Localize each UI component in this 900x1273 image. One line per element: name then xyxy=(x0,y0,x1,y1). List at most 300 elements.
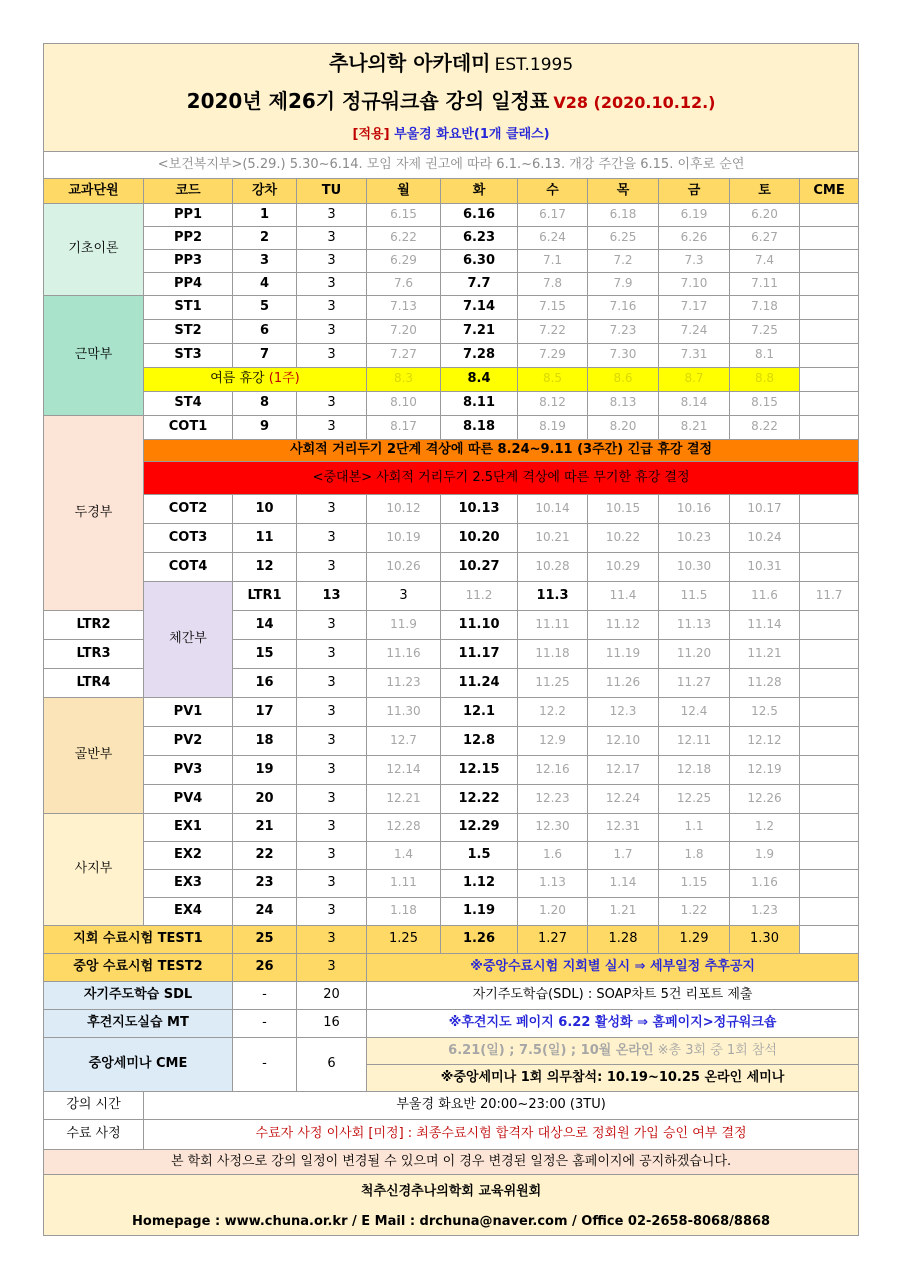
lecture-number: 16 xyxy=(233,669,297,698)
tu-value: 3 xyxy=(297,669,367,698)
date-cell-wed xyxy=(518,416,588,440)
date-cell-tue xyxy=(441,727,518,756)
date-cell-thu xyxy=(588,320,659,344)
date-value: 6.19 xyxy=(680,206,708,221)
date-cell-fri xyxy=(659,227,730,250)
date-cell-thu xyxy=(588,842,659,870)
course-code: EX4 xyxy=(144,898,233,926)
tu-value: 3 xyxy=(297,320,367,344)
summer-wed xyxy=(518,368,588,392)
date-cell-thu xyxy=(588,640,659,669)
cme-dates: 6.21(일) ; 7.5(일) ; 10월 온라인 xyxy=(448,1042,654,1058)
cme-cell xyxy=(800,870,859,898)
cme-cell xyxy=(800,250,859,273)
date-value: 12.18 xyxy=(676,761,712,776)
lecture-number: 18 xyxy=(233,727,297,756)
applied-tag: [적용] xyxy=(352,127,390,143)
mt-label: 후견지도실습 MT xyxy=(44,1010,233,1038)
date-value: 1.2 xyxy=(754,819,775,834)
date-cell-sat xyxy=(730,320,800,344)
date-cell-sat xyxy=(730,727,800,756)
date-value: 7.28 xyxy=(462,347,496,363)
summer-cme xyxy=(800,368,859,392)
tu-value: 3 xyxy=(297,250,367,273)
cert-value: 수료자 사정 이사회 [미정] : 최종수료시험 합격자 대상으로 정회원 가입 승인 여부 결정 xyxy=(144,1120,859,1150)
date-cell-wed xyxy=(518,814,588,842)
lecture-number: 10 xyxy=(233,495,297,524)
col-tue: 화 xyxy=(441,179,518,204)
date-value: 6.16 xyxy=(462,206,496,222)
date-cell-sat xyxy=(730,640,800,669)
date-value: 7.9 xyxy=(613,275,633,290)
date-value: 12.3 xyxy=(609,703,637,718)
date-value: 12.16 xyxy=(535,761,570,776)
summer-thu xyxy=(588,368,659,392)
title-row-2 xyxy=(44,84,859,120)
date-cell-sat xyxy=(730,392,800,416)
cme-lecture: - xyxy=(233,1038,297,1092)
date-value: 11.17 xyxy=(458,645,500,661)
date-value: 12.22 xyxy=(458,790,500,806)
date-cell-fri xyxy=(659,870,730,898)
date-value: 11.19 xyxy=(605,645,641,660)
col-wed: 수 xyxy=(518,179,588,204)
date-cell-fri xyxy=(659,814,730,842)
date-value: 7.21 xyxy=(462,323,496,339)
course-code: COT2 xyxy=(144,495,233,524)
tu-value: 3 xyxy=(297,495,367,524)
cme-cell xyxy=(800,524,859,553)
date-value: 10.28 xyxy=(535,558,570,573)
summer-tue xyxy=(441,368,518,392)
col-lecture: 강차 xyxy=(233,179,297,204)
date-cell-mon xyxy=(367,698,441,727)
date-cell-sat xyxy=(730,344,800,368)
group-limb: 사지부 xyxy=(44,814,144,926)
course-code: ST4 xyxy=(144,392,233,416)
date-cell-fri xyxy=(659,553,730,582)
date-cell-mon xyxy=(367,640,441,669)
tu-value: 3 xyxy=(297,416,367,440)
table-row xyxy=(44,553,859,582)
date-value: 7.30 xyxy=(609,347,637,362)
date-cell-thu xyxy=(588,669,659,698)
sdl-row xyxy=(44,982,859,1010)
lecture-number: 11 xyxy=(233,524,297,553)
lecture-number: 23 xyxy=(233,870,297,898)
test1-fri: 1.29 xyxy=(659,926,730,954)
time-row xyxy=(44,1092,859,1120)
page-title: 2020년 제26기 정규워크숍 강의 일정표 xyxy=(186,89,550,114)
col-thu: 목 xyxy=(588,179,659,204)
date-cell-fri xyxy=(659,842,730,870)
date-cell-wed xyxy=(518,842,588,870)
date-value: 7.17 xyxy=(680,299,708,314)
tu-value: 3 xyxy=(297,898,367,926)
date-value: 1.4 xyxy=(393,847,414,862)
date-cell-fri xyxy=(659,296,730,320)
date-value: 7.4 xyxy=(754,252,775,267)
date-value: 10.20 xyxy=(458,529,500,545)
date-cell-mon xyxy=(367,756,441,785)
date-value: 1.8 xyxy=(684,847,704,862)
date-value: 10.30 xyxy=(676,558,712,573)
cme-row-1 xyxy=(44,1038,859,1065)
date-value: 7.23 xyxy=(609,323,637,338)
date-cell-wed xyxy=(518,296,588,320)
date-value: 12.29 xyxy=(458,819,500,835)
date-cell-mon xyxy=(367,392,441,416)
date-cell-sat xyxy=(730,524,800,553)
cme-cell xyxy=(800,785,859,814)
course-code: LTR3 xyxy=(44,640,144,669)
date-cell-sat xyxy=(730,814,800,842)
date-value: 6.24 xyxy=(539,229,566,244)
date-cell-mon xyxy=(367,553,441,582)
date-value: 11.27 xyxy=(676,674,712,689)
cme-cell xyxy=(800,756,859,785)
date-value: 7.24 xyxy=(680,323,708,338)
date-value: 10.19 xyxy=(386,529,421,544)
lecture-number: 15 xyxy=(233,640,297,669)
date-value: 10.26 xyxy=(386,558,421,573)
table-row xyxy=(44,250,859,273)
date-value: 1.13 xyxy=(539,875,566,890)
est-year: EST.1995 xyxy=(494,55,574,76)
date-value: 7.20 xyxy=(390,323,417,338)
cme-cell xyxy=(800,344,859,368)
tu-value: 3 xyxy=(297,814,367,842)
table-row xyxy=(44,898,859,926)
date-cell-thu xyxy=(588,727,659,756)
tu-value: 3 xyxy=(297,227,367,250)
date-cell-tue xyxy=(441,524,518,553)
date-value: 8.14 xyxy=(680,395,708,410)
cme-note-2: ※중앙세미나 1회 의무참석: 10.19~10.25 온라인 세미나 xyxy=(367,1065,859,1092)
alert-red: <중대본> 사회적 거리두기 2.5단계 격상에 따른 무기한 휴강 결정 xyxy=(144,462,859,495)
date-value: 1.21 xyxy=(609,903,637,918)
date-value: 11.24 xyxy=(458,674,500,690)
date-cell-thu xyxy=(588,204,659,227)
tu-value: 3 xyxy=(297,785,367,814)
date-value: 7.18 xyxy=(751,299,778,314)
lecture-number: 17 xyxy=(233,698,297,727)
course-code: COT1 xyxy=(144,416,233,440)
date-value: 10.17 xyxy=(747,500,782,515)
cme-cell xyxy=(800,553,859,582)
footer-org-row xyxy=(44,1175,859,1210)
course-code: PP2 xyxy=(144,227,233,250)
table-row xyxy=(44,870,859,898)
date-cell-sat xyxy=(730,842,800,870)
mt-note: ※후견지도 페이지 6.22 활성화 ⇒ 홈페이지>정규워크숍 xyxy=(367,1010,859,1038)
course-code: EX3 xyxy=(144,870,233,898)
date-value: 7.8 xyxy=(542,275,563,290)
cme-note-1 xyxy=(367,1038,859,1065)
cme-cell xyxy=(800,296,859,320)
cme-cell xyxy=(800,898,859,926)
sdl-lecture: - xyxy=(233,982,297,1010)
date-cell-fri xyxy=(659,898,730,926)
date-cell-thu xyxy=(588,553,659,582)
date-value: 11.3 xyxy=(536,587,569,603)
table-row xyxy=(44,204,859,227)
tu-value: 3 xyxy=(297,727,367,756)
date-cell: 8.5 xyxy=(542,371,563,386)
date-cell-wed xyxy=(518,524,588,553)
date-cell-wed xyxy=(518,204,588,227)
date-value: 11.30 xyxy=(386,703,421,718)
date-cell-thu xyxy=(588,524,659,553)
date-cell-sat xyxy=(730,785,800,814)
table-row xyxy=(44,727,859,756)
date-cell-fri xyxy=(659,495,730,524)
date-cell-mon xyxy=(367,296,441,320)
table-row xyxy=(44,698,859,727)
tu-value: 3 xyxy=(297,524,367,553)
date-value: 6.17 xyxy=(539,206,566,221)
date-cell: 8.8 xyxy=(754,371,775,386)
lecture-number: 19 xyxy=(233,756,297,785)
date-value: 12.28 xyxy=(386,819,421,834)
date-value: 10.21 xyxy=(535,529,570,544)
summer-sat xyxy=(730,368,800,392)
cme-cell xyxy=(800,392,859,416)
date-cell-mon xyxy=(367,669,441,698)
date-value: 11.13 xyxy=(676,616,712,631)
date-cell-wed xyxy=(518,785,588,814)
date-value: 8.10 xyxy=(390,395,417,410)
date-value: 7.13 xyxy=(390,299,417,314)
date-cell-tue xyxy=(441,698,518,727)
date-cell-tue xyxy=(441,785,518,814)
lecture-number: 5 xyxy=(233,296,297,320)
date-cell-tue xyxy=(441,611,518,640)
date-cell-tue xyxy=(441,669,518,698)
course-code: PV4 xyxy=(144,785,233,814)
lecture-number: 22 xyxy=(233,842,297,870)
date-value: 8.20 xyxy=(609,419,637,434)
course-code: PV1 xyxy=(144,698,233,727)
course-code: ST3 xyxy=(144,344,233,368)
date-value: 12.9 xyxy=(539,732,566,747)
date-value: 11.21 xyxy=(747,645,782,660)
title-row-1 xyxy=(44,44,859,84)
date-value: 6.15 xyxy=(390,206,417,221)
date-cell-thu xyxy=(588,273,659,296)
course-code: PV3 xyxy=(144,756,233,785)
summer-break-text: 여름 휴강 xyxy=(210,371,265,387)
footnote-row xyxy=(44,1150,859,1175)
date-cell-fri xyxy=(659,204,730,227)
table-row xyxy=(44,842,859,870)
date-cell-fri xyxy=(659,416,730,440)
date-value: 8.13 xyxy=(609,395,637,410)
table-row xyxy=(44,416,859,440)
date-value: 12.17 xyxy=(605,761,641,776)
date-cell-tue xyxy=(441,814,518,842)
col-mon: 월 xyxy=(367,179,441,204)
lecture-number: 3 xyxy=(233,250,297,273)
course-code: ST2 xyxy=(144,320,233,344)
date-value: 10.12 xyxy=(386,500,421,515)
table-row xyxy=(44,785,859,814)
date-cell-tue xyxy=(441,344,518,368)
course-code: EX1 xyxy=(144,814,233,842)
date-cell-wed xyxy=(518,392,588,416)
date-value: 11.26 xyxy=(605,674,641,689)
date-value: 11.14 xyxy=(747,616,782,631)
date-value: 11.25 xyxy=(535,674,570,689)
course-code: ST1 xyxy=(144,296,233,320)
date-value: 12.11 xyxy=(676,732,712,747)
lecture-number: 2 xyxy=(233,227,297,250)
date-value: 12.8 xyxy=(462,732,496,748)
date-value: 12.21 xyxy=(386,790,421,805)
date-value: 1.6 xyxy=(542,847,563,862)
date-cell-tue xyxy=(441,320,518,344)
group-head: 두경부 xyxy=(44,416,144,611)
date-cell-mon xyxy=(367,495,441,524)
table-row xyxy=(44,273,859,296)
date-cell-wed xyxy=(518,273,588,296)
group-trunk: 체간부 xyxy=(144,582,233,698)
cme-cell xyxy=(800,669,859,698)
date-value: 12.4 xyxy=(680,703,708,718)
date-cell-wed xyxy=(518,669,588,698)
date-cell-mon xyxy=(367,416,441,440)
date-cell-fri xyxy=(659,344,730,368)
date-cell-wed xyxy=(518,698,588,727)
date-value: 6.25 xyxy=(609,229,637,244)
course-code: LTR1 xyxy=(233,582,297,611)
date-value: 11.11 xyxy=(535,616,570,631)
tu-value: 3 xyxy=(297,392,367,416)
date-value: 1.12 xyxy=(462,875,496,891)
date-cell-sat xyxy=(730,227,800,250)
col-fri: 금 xyxy=(659,179,730,204)
course-code: PP1 xyxy=(144,204,233,227)
date-cell-wed xyxy=(518,756,588,785)
date-cell-wed xyxy=(518,611,588,640)
date-cell-wed xyxy=(518,898,588,926)
date-value: 11.10 xyxy=(458,616,500,632)
date-cell-tue xyxy=(441,495,518,524)
tu-value: 3 xyxy=(297,296,367,320)
date-value: 7.16 xyxy=(609,299,637,314)
cme-cell xyxy=(800,320,859,344)
cert-row xyxy=(44,1120,859,1150)
date-value: 10.27 xyxy=(458,558,500,574)
date-cell-mon xyxy=(367,727,441,756)
date-cell-thu xyxy=(588,250,659,273)
summer-break-weeks: (1주) xyxy=(268,371,300,387)
date-cell-thu xyxy=(588,416,659,440)
date-value: 7.14 xyxy=(462,299,496,315)
footer-contact-row xyxy=(44,1210,859,1236)
date-value: 7.11 xyxy=(751,275,778,290)
date-cell-wed xyxy=(518,870,588,898)
summer-break-label xyxy=(144,368,367,392)
cme-cell xyxy=(800,640,859,669)
title-row-3 xyxy=(44,120,859,152)
lecture-number: 7 xyxy=(233,344,297,368)
lecture-number: 14 xyxy=(233,611,297,640)
sdl-tu: 20 xyxy=(297,982,367,1010)
table-row xyxy=(44,582,859,611)
academy-name: 추나의학 아카데미 xyxy=(328,51,491,76)
date-cell-fri xyxy=(659,727,730,756)
date-cell-mon xyxy=(441,582,518,611)
date-cell-mon xyxy=(367,870,441,898)
tu-value: 3 xyxy=(297,553,367,582)
date-cell-sat xyxy=(730,553,800,582)
date-cell-mon xyxy=(367,611,441,640)
tu-value: 3 xyxy=(297,870,367,898)
table-row xyxy=(44,524,859,553)
course-code: PP3 xyxy=(144,250,233,273)
date-cell-thu xyxy=(588,756,659,785)
cme-cell xyxy=(800,273,859,296)
tu-value: 3 xyxy=(297,842,367,870)
col-code: 코드 xyxy=(144,179,233,204)
date-value: 12.30 xyxy=(535,819,570,834)
date-cell-tue xyxy=(441,842,518,870)
date-value: 8.18 xyxy=(462,419,496,435)
group-basic: 기초이론 xyxy=(44,204,144,296)
date-value: 12.12 xyxy=(747,732,782,747)
date-cell-wed xyxy=(518,553,588,582)
date-value: 6.30 xyxy=(462,252,496,268)
date-cell-thu xyxy=(659,582,730,611)
date-value: 1.7 xyxy=(613,847,633,862)
date-cell-wed xyxy=(518,320,588,344)
date-cell-wed xyxy=(518,227,588,250)
col-cme: CME xyxy=(800,179,859,204)
date-cell-mon xyxy=(367,204,441,227)
date-value: 12.2 xyxy=(539,703,566,718)
summer-break-row xyxy=(44,368,859,392)
date-value: 6.18 xyxy=(609,206,637,221)
date-cell-tue xyxy=(441,392,518,416)
date-value: 8.12 xyxy=(539,395,566,410)
mt-lecture: - xyxy=(233,1010,297,1038)
org-name: 척추신경추나의학회 교육위원회 xyxy=(44,1175,859,1210)
cme-label: 중앙세미나 CME xyxy=(44,1038,233,1092)
date-cell-sat xyxy=(730,250,800,273)
test2-tu: 3 xyxy=(297,954,367,982)
date-cell-thu xyxy=(588,898,659,926)
course-code: COT3 xyxy=(144,524,233,553)
date-cell-mon xyxy=(367,842,441,870)
date-value: 12.1 xyxy=(462,703,496,719)
date-cell-mon xyxy=(367,898,441,926)
sdl-label: 자기주도학습 SDL xyxy=(44,982,233,1010)
test2-lecture: 26 xyxy=(233,954,297,982)
lecture-number: 21 xyxy=(233,814,297,842)
date-cell-tue xyxy=(441,296,518,320)
date-cell-tue xyxy=(518,582,588,611)
date-value: 7.6 xyxy=(393,275,414,290)
date-cell-fri xyxy=(730,582,800,611)
date-value: 11.16 xyxy=(386,645,421,660)
mt-tu: 16 xyxy=(297,1010,367,1038)
date-value: 6.26 xyxy=(680,229,708,244)
date-cell-tue xyxy=(441,870,518,898)
cme-cell xyxy=(800,495,859,524)
date-cell-sat xyxy=(730,204,800,227)
table-row xyxy=(44,320,859,344)
